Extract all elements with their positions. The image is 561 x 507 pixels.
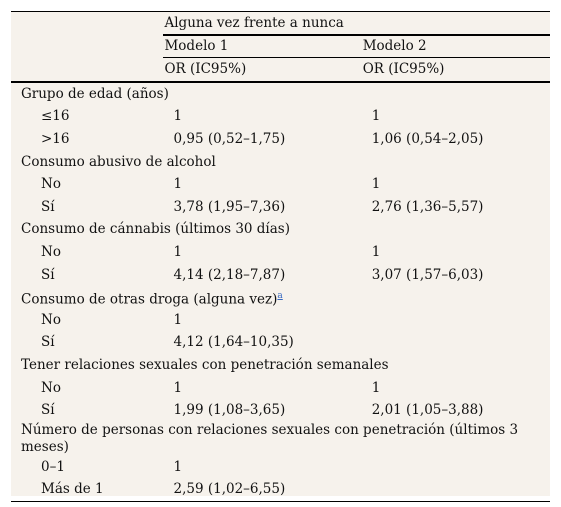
model1-value: 0,95 (0,52–1,75) [173, 130, 286, 147]
group-label: Consumo abusivo de alcohol [21, 153, 216, 170]
category-label: No [41, 311, 61, 328]
table-row [11, 377, 550, 400]
group-label: Tener relaciones sexuales con penetración semanales [21, 356, 389, 373]
model1-value: 1,99 (1,08–3,65) [173, 402, 286, 419]
model2-value: 1 [371, 243, 381, 260]
category-label: No [41, 243, 61, 260]
odds-ratio-table-panel [11, 11, 550, 496]
table-row [11, 399, 550, 422]
table-row [11, 241, 550, 264]
header-model-row [11, 35, 550, 58]
table-row-group [11, 219, 550, 242]
table-row [11, 456, 550, 479]
table-row [11, 479, 550, 502]
header-model-1: Modelo 1 [163, 35, 361, 58]
table-row [11, 309, 550, 332]
category-label: ≤16 [41, 108, 70, 125]
category-label: No [41, 176, 61, 193]
group-label [11, 286, 550, 309]
category-label: Sí [41, 266, 55, 283]
table-row [11, 196, 550, 219]
model1-value: 3,78 (1,95–7,36) [173, 198, 286, 215]
table-row [11, 264, 550, 287]
table-row-group [11, 354, 550, 377]
category-label: Sí [41, 198, 55, 215]
category-label: Sí [41, 402, 55, 419]
group-label-text: Consumo de otras droga (alguna vez) [21, 291, 278, 308]
header-or-1: OR (IC95%) [163, 58, 361, 83]
model2-value: 1,06 (0,54–2,05) [371, 130, 484, 147]
model2-value: 3,07 (1,57–6,03) [371, 266, 484, 283]
group-label: Número de personas con relaciones sexuales con penetración (últimos 3 meses) [21, 421, 519, 455]
category-label: No [41, 379, 61, 396]
model2-value [362, 479, 550, 502]
model2-value [362, 456, 550, 479]
table-row-group [11, 286, 550, 309]
table-row-group [11, 422, 550, 456]
model2-value: 1 [371, 379, 381, 396]
header-model-2: Modelo 2 [362, 35, 550, 58]
table-row-group [11, 151, 550, 174]
model1-value: 4,14 (2,18–7,87) [173, 266, 286, 283]
table-row [11, 332, 550, 355]
model2-value: 1 [371, 176, 381, 193]
footnote-ref [277, 288, 282, 301]
model1-value: 1 [173, 176, 183, 193]
model1-value: 1 [173, 458, 183, 475]
model1-value: 1 [173, 379, 183, 396]
table-row [11, 173, 550, 196]
model2-value: 1 [371, 108, 381, 125]
category-label: 0–1 [41, 458, 65, 475]
header-empty-cell [11, 35, 163, 58]
table-row [11, 128, 550, 151]
model1-value: 1 [173, 243, 183, 260]
footnote-link[interactable]: a [277, 291, 283, 302]
category-label: >16 [41, 130, 70, 147]
model1-value: 1 [173, 108, 183, 125]
header-or-2: OR (IC95%) [362, 58, 550, 83]
model2-value [362, 332, 550, 355]
header-group-label: Alguna vez frente a nunca [163, 12, 550, 36]
odds-ratio-table [11, 11, 550, 502]
model2-value: 2,01 (1,05–3,88) [371, 402, 484, 419]
category-label: Más de 1 [11, 479, 163, 502]
header-or-row [11, 58, 550, 83]
category-label: Sí [41, 334, 55, 351]
model1-value: 4,12 (1,64–10,35) [173, 334, 294, 351]
model1-value: 2,59 (1,02–6,55) [163, 479, 361, 502]
table-row [11, 106, 550, 129]
header-empty-cell [11, 58, 163, 83]
model1-value: 1 [173, 311, 183, 328]
header-empty-cell [11, 12, 163, 36]
table-row-group [11, 82, 550, 106]
model2-value: 2,76 (1,36–5,57) [371, 198, 484, 215]
model2-value [362, 309, 550, 332]
group-label: Consumo de cánnabis (últimos 30 días) [21, 221, 290, 238]
header-group-row [11, 12, 550, 36]
group-label: Grupo de edad (años) [21, 85, 169, 102]
